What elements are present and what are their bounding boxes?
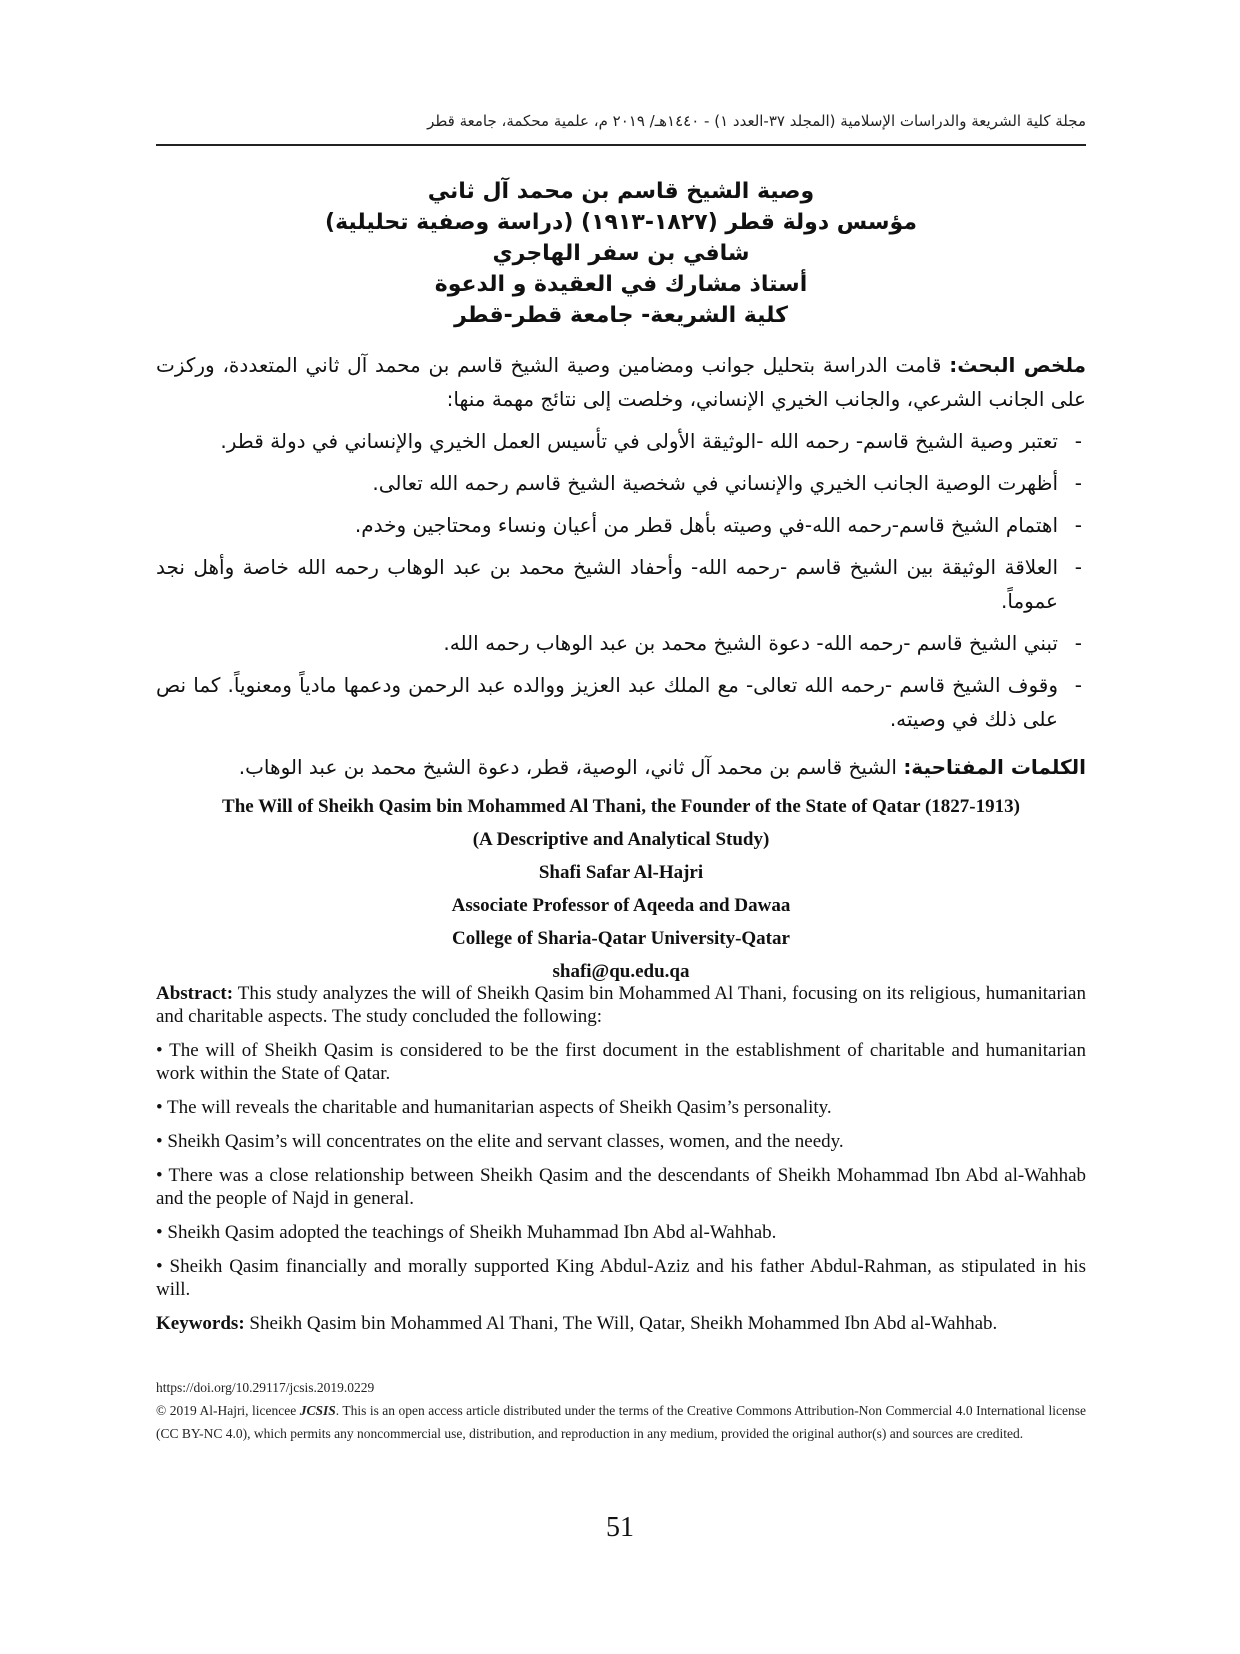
page-number: 51	[606, 1512, 634, 1543]
english-position: Associate Professor of Aqeeda and Dawaa	[451, 895, 791, 916]
arabic-keywords-label: الكلمات المفتاحية:	[903, 755, 1086, 779]
arabic-position: أستاذ مشارك في العقيدة و الدعوة	[434, 272, 808, 297]
arabic-affiliation: كلية الشريعة- جامعة قطر-قطر	[454, 303, 788, 328]
english-keywords-label: Keywords:	[156, 1313, 245, 1334]
english-finding-item: • The will reveals the charitable and humanitarian aspects of Sheikh Qasim’s personality.	[156, 1097, 832, 1118]
english-author: Shafi Safar Al-Hajri	[538, 862, 704, 883]
author-email: shafi@qu.edu.qa	[552, 961, 690, 982]
english-finding-item: • The will of Sheikh Qasim is considered to be the first document in the establishment of charitable and humanitarian work within the State of Qatar.	[156, 1040, 1086, 1084]
header-divider	[156, 144, 1086, 146]
license-footer	[156, 1376, 1086, 1445]
arabic-finding-item: - العلاقة الوثيقة بين الشيخ قاسم -رحمه الله- وأحفاد الشيخ محمد بن عبد الوهاب رحمه الله خاصة وأهل نجد عموماً.	[156, 555, 1082, 613]
arabic-finding-item: - وقوف الشيخ قاسم -رحمه الله تعالى- مع الملك عبد العزيز ووالده عبد الرحمن ودعمها مادياً ومعنوياً. كما نص على ذلك في وصيته.	[156, 673, 1082, 731]
license-text: © 2019 Al-Hajri, licencee JCSIS. This is an open access article distributed under the terms of the Creative Commons Attribution-Non Commercial 4.0 International license (CC BY-NC 4.0), which permits any noncommercial use, distribution, and reproduction in any medium, provided the original author(s) and sources are credited.	[156, 1403, 1086, 1441]
english-keywords-text: Sheikh Qasim bin Mohammed Al Thani, The Will, Qatar, Sheikh Mohammed Ibn Abd al-Wahhab.	[249, 1313, 998, 1334]
arabic-author: شافي بن سفر الهاجري	[492, 241, 750, 266]
english-abstract	[156, 982, 1086, 1346]
arabic-finding-item: - تبني الشيخ قاسم -رحمه الله- دعوة الشيخ محمد بن عبد الوهاب رحمه الله.	[443, 631, 1082, 655]
arabic-abstract-label: ملخص البحث:	[949, 353, 1086, 377]
arabic-title-line1: وصية الشيخ قاسم بن محمد آل ثاني	[427, 179, 815, 204]
arabic-title-block	[156, 176, 1086, 331]
english-abstract-paragraph	[156, 982, 1086, 1028]
english-finding-item: • Sheikh Qasim’s will concentrates on the elite and servant classes, women, and the needy.	[156, 1131, 844, 1152]
english-title-block	[156, 790, 1086, 988]
english-finding-item: • There was a close relationship between Sheikh Qasim and the descendants of Sheikh Mohammad Ibn Abd al-Wahhab and the people of Najd in general.	[156, 1165, 1086, 1209]
english-keywords	[156, 1312, 1086, 1335]
arabic-abstract	[156, 348, 1086, 784]
arabic-keywords-text: الشيخ قاسم بن محمد آل ثاني، الوصية، قطر، دعوة الشيخ محمد بن عبد الوهاب.	[238, 755, 897, 779]
english-finding-item: • Sheikh Qasim financially and morally supported King Abdul-Aziz and his father Abdul-Rahman, as stipulated in his will.	[156, 1256, 1086, 1300]
journal-abbrev: JCSIS	[299, 1403, 336, 1418]
arabic-findings-list	[156, 424, 1086, 736]
arabic-finding-item: - تعتبر وصية الشيخ قاسم- رحمه الله -الوثيقة الأولى في تأسيس العمل الخيري والإنساني في دولة قطر.	[220, 429, 1082, 453]
english-abstract-text: This study analyzes the will of Sheikh Qasim bin Mohammed Al Thani, focusing on its religious, humanitarian and charitable aspects. The study concluded the following:	[156, 983, 1086, 1027]
english-subtitle: (A Descriptive and Analytical Study)	[472, 829, 770, 850]
arabic-abstract-text: قامت الدراسة بتحليل جوانب ومضامين وصية الشيخ قاسم بن محمد آل ثاني المتعددة، وركزت على الجانب الشرعي، والجانب الخيري الإنساني، وخلصت إلى نتائج مهمة منها:	[156, 353, 1086, 411]
running-header: مجلة كلية الشريعة والدراسات الإسلامية (المجلد ٣٧-العدد ١) - ١٤٤٠هـ/ ٢٠١٩ م، علمية محكمة، جامعة قطر	[427, 112, 1086, 130]
arabic-keywords	[156, 750, 1086, 784]
doi-link[interactable]: https://doi.org/10.29117/jcsis.2019.0229	[156, 1380, 375, 1395]
english-finding-item: • Sheikh Qasim adopted the teachings of Sheikh Muhammad Ibn Abd al-Wahhab.	[156, 1222, 777, 1243]
arabic-title-line2: مؤسس دولة قطر (١٨٢٧-١٩١٣) (دراسة وصفية تحليلية)	[325, 210, 917, 235]
arabic-abstract-paragraph	[156, 348, 1086, 416]
english-title: The Will of Sheikh Qasim bin Mohammed Al Thani, the Founder of the State of Qatar (1827-1913)	[222, 796, 1020, 817]
arabic-finding-item: - أظهرت الوصية الجانب الخيري والإنساني في شخصية الشيخ قاسم رحمه الله تعالى.	[372, 471, 1082, 495]
arabic-finding-item: - اهتمام الشيخ قاسم-رحمه الله-في وصيته بأهل قطر من أعيان ونساء ومحتاجين وخدم.	[354, 513, 1082, 537]
english-affiliation: College of Sharia-Qatar University-Qatar	[452, 928, 790, 949]
english-abstract-label: Abstract:	[156, 983, 234, 1004]
